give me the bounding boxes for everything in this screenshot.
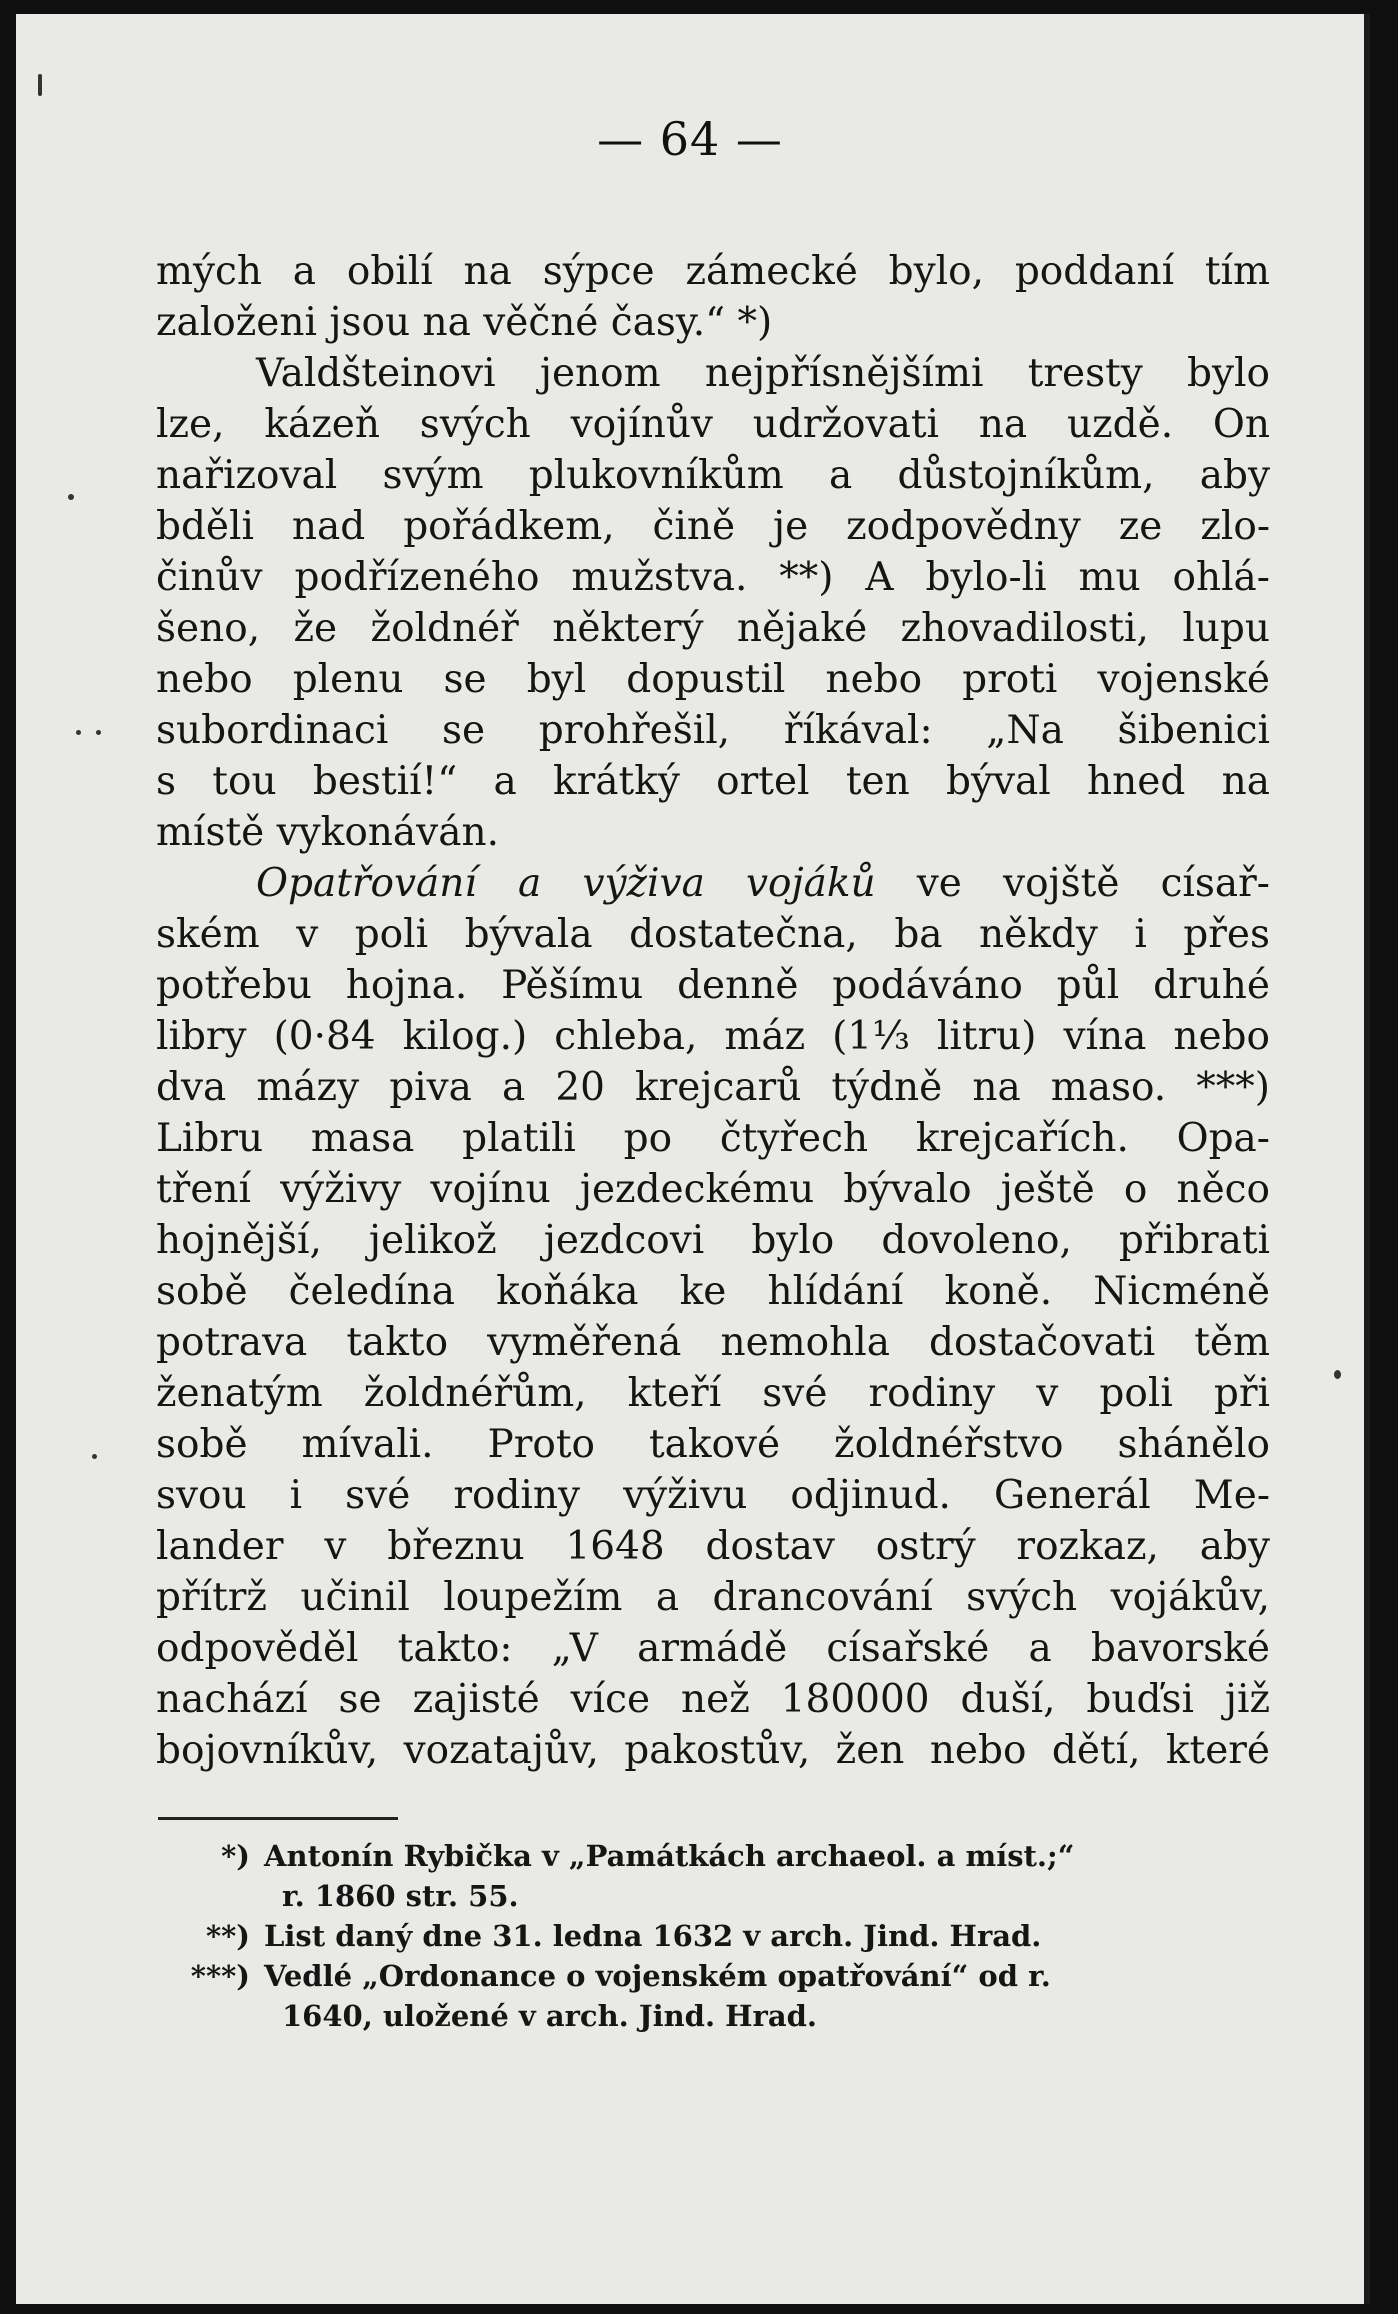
text-line: s tou bestií!“ a krátký ortel ten býval hned na (156, 759, 1270, 804)
text-line: Libru masa platili po čtyřech krejcařích. Opa- (156, 1116, 1270, 1161)
text-line: sobě čeledína koňáka ke hlídání koně. Nicméně (156, 1269, 1270, 1314)
footnotes (156, 1836, 1270, 2036)
text-line: šeno, že žoldnéř některý nějaké zhovadilosti, lupu (156, 606, 1270, 651)
print-speck (92, 1454, 97, 1459)
text-line: dva mázy piva a 20 krejcarů týdně na maso. ***) (156, 1065, 1270, 1110)
print-speck (1334, 1370, 1341, 1379)
line-rest: ve vojště císař- (916, 861, 1270, 906)
italic-heading: Opatřování a výživa vojáků (256, 861, 876, 906)
text-line: nachází se zajisté více než 180000 duší, buďsi již (156, 1677, 1270, 1722)
text-line: bojovníkův, vozatajův, pakostův, žen nebo dětí, které (156, 1728, 1270, 1773)
text-line: potřebu hojna. Pěšímu denně podáváno půl druhé (156, 963, 1270, 1008)
page-number: — 64 — (597, 112, 783, 166)
text-line: subordinaci se prohřešil, říkával: „Na šibenici (156, 708, 1270, 753)
print-speck (76, 730, 81, 735)
footnote-text: Antonín Rybička v „Památkách archaeol. a míst.;“ (264, 1839, 1075, 1873)
text-line: činův podřízeného mužstva. **) A bylo-li mu ohlá- (156, 555, 1270, 600)
print-speck (38, 74, 42, 96)
text-line: ženatým žoldnéřům, kteří své rodiny v poli při (156, 1371, 1270, 1416)
body-text (156, 246, 1270, 1776)
book-page (16, 14, 1370, 2304)
text-line: svou i své rodiny výživu odjinud. Generál Me- (156, 1473, 1270, 1518)
footnote-text: List daný dne 31. ledna 1632 v arch. Jind. Hrad. (264, 1919, 1042, 1953)
text-line: Valdšteinovi jenom nejpřísnějšími tresty bylo (256, 351, 1270, 396)
text-line: lze, kázeň svých vojínův udržovati na uzdě. On (156, 402, 1270, 447)
text-line: potrava takto vyměřená nemohla dostačovati těm (156, 1320, 1270, 1365)
footnote-text: Vedlé „Ordonance o vojenském opatřování“ od r. (264, 1959, 1051, 1993)
text-line: hojnější, jelikož jezdcovi bylo dovoleno, přibrati (156, 1218, 1270, 1263)
text-line: sobě mívali. Proto takové žoldnéřstvo shánělo (156, 1422, 1270, 1467)
print-speck (96, 730, 101, 735)
text-line: založeni jsou na věčné časy.“ *) (156, 300, 773, 345)
text-line: odpověděl takto: „V armádě císařské a bavorské (156, 1626, 1270, 1671)
footnote (156, 1956, 1270, 1996)
text-line: tření výživy vojínu jezdeckému bývalo ještě o něco (156, 1167, 1270, 1212)
text-line: mých a obilí na sýpce zámecké bylo, poddaní tím (156, 249, 1270, 294)
footnote-continuation: r. 1860 str. 55. (282, 1879, 519, 1913)
text-line: přítrž učinil loupežím a drancování svých vojákův, (156, 1575, 1270, 1620)
text-line: ském v poli bývala dostatečna, ba někdy i přes (156, 912, 1270, 957)
footnote-divider (158, 1817, 398, 1820)
footnote-continuation: 1640, uložené v arch. Jind. Hrad. (282, 1999, 817, 2033)
footnote (156, 1916, 1270, 1956)
print-speck (68, 494, 74, 500)
footnote-marker: *) (221, 1839, 250, 1873)
text-line: nařizoval svým plukovníkům a důstojníkům, aby (156, 453, 1270, 498)
footnote (156, 1836, 1270, 1876)
text-line: lander v březnu 1648 dostav ostrý rozkaz, aby (156, 1524, 1270, 1569)
text-line: místě vykonáván. (156, 810, 499, 855)
text-line: bděli nad pořádkem, čině je zodpovědny ze zlo- (156, 504, 1270, 549)
footnote-marker: **) (205, 1919, 250, 1953)
text-line: libry (0·84 kilog.) chleba, máz (1⅓ litru) vína nebo (156, 1014, 1270, 1059)
text-line (156, 858, 1270, 909)
text-line: nebo plenu se byl dopustil nebo proti vojenské (156, 657, 1270, 702)
footnote-marker: ***) (190, 1959, 250, 1993)
